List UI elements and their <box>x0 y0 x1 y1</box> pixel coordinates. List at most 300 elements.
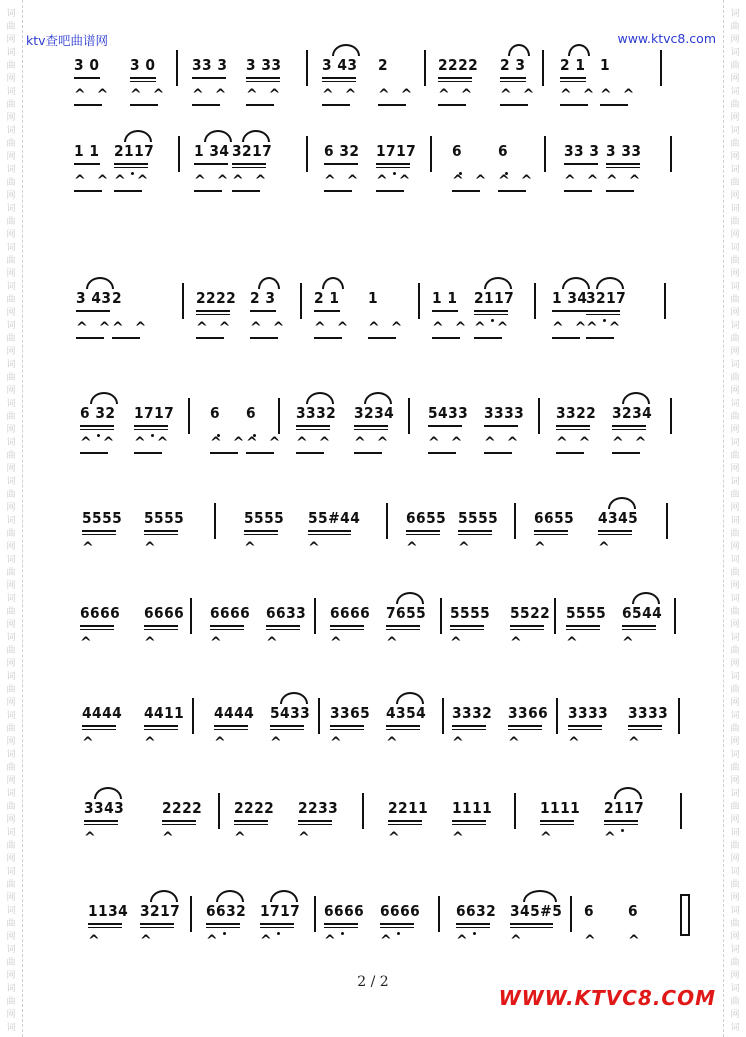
accent-mark: ^ <box>380 933 395 949</box>
watermark-glyph: 网 <box>730 620 740 630</box>
watermark-glyph: 网 <box>6 698 16 708</box>
accent-mark: ^ ^ <box>586 320 624 336</box>
watermark-glyph: 曲 <box>6 802 16 812</box>
watermark-glyph: 曲 <box>730 958 740 968</box>
bar-line <box>188 398 190 434</box>
accent-mark: ^ <box>244 540 259 556</box>
accent-underline <box>368 337 396 339</box>
watermark-glyph: 词 <box>730 282 740 292</box>
beam-underline <box>266 625 300 627</box>
beam-underline-secondary <box>80 629 114 630</box>
bar-line <box>660 50 662 86</box>
note-digits: 4411 <box>144 704 185 722</box>
watermark-glyph: 词 <box>6 360 16 370</box>
watermark-glyph: 词 <box>730 828 740 838</box>
slur-arc <box>216 890 244 902</box>
watermark-glyph: 词 <box>6 48 16 58</box>
watermark-glyph: 词 <box>6 243 16 253</box>
beam-underline-secondary <box>260 927 294 928</box>
beam-underline <box>510 625 544 627</box>
accent-underline <box>130 104 158 106</box>
bar-line <box>538 398 540 434</box>
accent-mark: ^ <box>144 635 159 651</box>
beam-underline <box>298 820 332 822</box>
accent-mark: ^ ^ <box>438 87 476 103</box>
note-digits: 3 0 <box>74 56 100 74</box>
beam-underline-secondary <box>510 629 544 630</box>
bar-line <box>670 398 672 434</box>
beam-underline-secondary <box>144 534 178 535</box>
accent-mark: ^ ^ <box>564 173 602 189</box>
beam-underline <box>260 923 294 925</box>
note-digits: 33 3 <box>564 142 600 160</box>
accent-mark: ^ <box>214 735 229 751</box>
watermark-glyph: 网 <box>730 152 740 162</box>
slur-arc <box>332 44 360 56</box>
accent-mark: ^ <box>534 540 549 556</box>
watermark-glyph: 词 <box>6 555 16 565</box>
watermark-glyph: 词 <box>730 984 740 994</box>
beam-underline <box>628 725 662 727</box>
beam-underline <box>456 923 490 925</box>
accent-mark: ^ <box>266 635 281 651</box>
watermark-glyph: 网 <box>730 893 740 903</box>
watermark-glyph: 网 <box>730 932 740 942</box>
accent-mark: ^ <box>270 735 285 751</box>
score-row <box>60 495 690 585</box>
note-digits: 6632 <box>206 902 247 920</box>
note-digits: 6632 <box>456 902 497 920</box>
note-digits: 6655 <box>534 509 575 527</box>
watermark-glyph: 曲 <box>730 841 740 851</box>
beam-underline-secondary <box>88 927 122 928</box>
accent-mark: ^ <box>82 540 97 556</box>
beam-underline-secondary <box>232 167 266 168</box>
watermark-glyph: 网 <box>6 581 16 591</box>
watermark-glyph: 词 <box>6 906 16 916</box>
accent-mark: ^ ^ <box>474 320 512 336</box>
beam-underline <box>560 77 586 79</box>
accent-mark: ^ <box>452 830 467 846</box>
beam-underline-secondary <box>604 824 638 825</box>
slur-arc <box>568 44 590 56</box>
note-digits: 1134 <box>88 902 129 920</box>
note-digits: 6 32 <box>80 404 116 422</box>
watermark-glyph: 网 <box>730 854 740 864</box>
beam-underline <box>82 725 116 727</box>
watermark-glyph: 网 <box>6 659 16 669</box>
slur-arc <box>508 44 530 56</box>
bar-line <box>192 698 194 734</box>
beam-underline <box>552 310 586 312</box>
beam-underline <box>432 310 458 312</box>
note-digits: 1 34 <box>552 289 588 307</box>
accent-mark: ^ <box>628 735 643 751</box>
beam-underline-secondary <box>406 534 440 535</box>
accent-underline <box>210 452 238 454</box>
beam-underline <box>354 425 388 427</box>
beam-underline-secondary <box>438 81 472 82</box>
accent-mark: ^ <box>386 735 401 751</box>
watermark-glyph: 曲 <box>6 334 16 344</box>
watermark-glyph: 词 <box>730 165 740 175</box>
bar-line <box>306 136 308 172</box>
watermark-glyph: 网 <box>6 425 16 435</box>
accent-mark: ^ ^ <box>484 435 522 451</box>
beam-underline-secondary <box>84 824 118 825</box>
beam-underline-secondary <box>388 824 422 825</box>
beam-underline <box>484 425 518 427</box>
accent-underline <box>194 190 222 192</box>
watermark-glyph: 词 <box>6 126 16 136</box>
slur-arc <box>364 392 392 404</box>
watermark-glyph: 曲 <box>6 997 16 1007</box>
note-digits: 6 <box>246 404 257 422</box>
beam-underline <box>74 77 100 79</box>
watermark-glyph: 词 <box>730 672 740 682</box>
bar-line <box>306 50 308 86</box>
watermark-glyph: 词 <box>6 438 16 448</box>
accent-mark: ^ <box>330 635 345 651</box>
watermark-glyph: 网 <box>6 113 16 123</box>
accent-underline <box>474 337 502 339</box>
accent-underline <box>296 452 324 454</box>
beam-underline-secondary <box>568 729 602 730</box>
watermark-glyph: 词 <box>6 633 16 643</box>
beam-underline <box>140 923 174 925</box>
note-digits: 5555 <box>144 509 185 527</box>
beam-underline <box>330 725 364 727</box>
accent-underline <box>376 190 404 192</box>
slur-arc <box>258 277 280 289</box>
beam-underline <box>196 310 230 312</box>
note-digits: 3234 <box>612 404 653 422</box>
watermark-glyph: 词 <box>730 9 740 19</box>
watermark-glyph: 词 <box>730 633 740 643</box>
watermark-glyph: 词 <box>730 789 740 799</box>
score-row <box>60 590 690 680</box>
note-digits: 1111 <box>452 799 493 817</box>
note-digits: 2222 <box>196 289 237 307</box>
bar-line <box>318 698 320 734</box>
watermark-glyph: 词 <box>730 555 740 565</box>
note-digits: 3217 <box>140 902 181 920</box>
beam-underline-secondary <box>456 927 490 928</box>
accent-mark: ^ <box>584 933 599 949</box>
watermark-glyph: 曲 <box>730 22 740 32</box>
beam-underline-secondary <box>134 429 168 430</box>
note-digits: 5433 <box>270 704 311 722</box>
bar-line <box>674 598 676 634</box>
note-digits: 2233 <box>298 799 339 817</box>
watermark-glyph: 网 <box>730 113 740 123</box>
accent-mark: ^ ^ <box>500 87 538 103</box>
beam-underline <box>556 425 590 427</box>
note-digits: 3343 <box>84 799 125 817</box>
accent-mark: ^ ^ <box>368 320 406 336</box>
watermark-glyph: 曲 <box>730 802 740 812</box>
watermark-glyph: 曲 <box>6 295 16 305</box>
accent-underline <box>560 104 588 106</box>
watermark-glyph: 曲 <box>730 178 740 188</box>
beam-underline-secondary <box>298 824 332 825</box>
watermark-glyph: 网 <box>6 932 16 942</box>
accent-mark: ^ ^ <box>246 87 284 103</box>
watermark-glyph: 词 <box>730 945 740 955</box>
watermark-glyph: 网 <box>6 152 16 162</box>
watermark-glyph: 曲 <box>730 490 740 500</box>
note-digits: 1 <box>368 289 379 307</box>
watermark-glyph: 曲 <box>730 646 740 656</box>
beam-underline <box>500 77 526 79</box>
note-digits: 2 <box>112 289 123 307</box>
watermark-glyph: 词 <box>730 516 740 526</box>
bar-line <box>666 503 668 539</box>
watermark-glyph: 曲 <box>6 22 16 32</box>
score-row <box>60 785 690 875</box>
accent-mark: ^ ^ <box>74 173 112 189</box>
watermark-glyph: 曲 <box>6 100 16 110</box>
watermark-glyph: 曲 <box>730 880 740 890</box>
watermark-glyph: 曲 <box>6 880 16 890</box>
watermark-glyph: 网 <box>730 35 740 45</box>
site-url-right[interactable]: www.ktvc8.com <box>617 31 716 46</box>
slur-arc <box>523 890 557 902</box>
accent-mark: ^ ^ <box>246 435 284 451</box>
bar-line <box>438 896 440 932</box>
slur-arc <box>280 692 308 704</box>
bar-line <box>440 598 442 634</box>
note-digits: 2117 <box>604 799 645 817</box>
beam-underline <box>246 77 280 79</box>
beam-underline-secondary <box>270 729 304 730</box>
beam-underline <box>324 163 358 165</box>
note-digits: 3332 <box>296 404 337 422</box>
accent-mark: ^ <box>622 635 637 651</box>
accent-mark: ^ <box>508 735 523 751</box>
accent-mark: ^ <box>388 830 403 846</box>
watermark-glyph: 曲 <box>6 646 16 656</box>
accent-mark: ^ <box>628 933 643 949</box>
bar-line <box>554 598 556 634</box>
watermark-glyph: 网 <box>730 269 740 279</box>
bar-line <box>430 136 432 172</box>
watermark-glyph: 曲 <box>730 295 740 305</box>
watermark-glyph: 词 <box>730 750 740 760</box>
accent-mark: ^ ^ <box>498 173 536 189</box>
beam-underline <box>386 725 420 727</box>
beam-underline <box>244 530 278 532</box>
beam-underline <box>564 163 598 165</box>
note-digits: 3 43 <box>322 56 358 74</box>
slur-arc <box>596 277 624 289</box>
bar-line <box>214 503 216 539</box>
accent-mark: ^ ^ <box>114 173 152 189</box>
octave-dot <box>223 932 226 935</box>
accent-mark: ^ ^ <box>324 173 362 189</box>
note-digits: 2222 <box>234 799 275 817</box>
beam-underline <box>438 77 472 79</box>
bar-line <box>514 793 516 829</box>
watermark-glyph: 词 <box>6 9 16 19</box>
accent-mark: ^ ^ <box>552 320 590 336</box>
bar-line <box>386 503 388 539</box>
accent-underline <box>564 190 592 192</box>
accent-underline <box>498 190 526 192</box>
beam-underline <box>270 725 304 727</box>
watermark-glyph: 网 <box>6 308 16 318</box>
note-digits: 2 3 <box>250 289 276 307</box>
watermark-glyph: 曲 <box>6 919 16 929</box>
note-digits: 1 34 <box>194 142 230 160</box>
watermark-glyph: 曲 <box>730 529 740 539</box>
accent-underline <box>250 337 278 339</box>
watermark-glyph: 网 <box>6 620 16 630</box>
accent-mark: ^ <box>406 540 421 556</box>
note-digits: 6 <box>498 142 509 160</box>
beam-underline-secondary <box>510 927 553 928</box>
score-row <box>60 690 690 780</box>
slur-arc <box>396 692 424 704</box>
beam-underline-secondary <box>628 729 662 730</box>
watermark-glyph: 曲 <box>730 724 740 734</box>
beam-underline <box>568 725 602 727</box>
beam-underline <box>88 923 122 925</box>
bar-line <box>424 50 426 86</box>
watermark-glyph: 曲 <box>730 100 740 110</box>
note-digits: 2 3 <box>500 56 526 74</box>
note-digits: 1111 <box>540 799 581 817</box>
beam-underline-secondary <box>266 629 300 630</box>
note-digits: 3322 <box>556 404 597 422</box>
note-digits: 1 <box>600 56 611 74</box>
accent-underline <box>432 337 460 339</box>
accent-mark: ^ ^ <box>556 435 594 451</box>
footer-logo[interactable]: WWW.KTVC8.COM <box>498 986 716 1010</box>
beam-underline <box>598 530 632 532</box>
slur-arc <box>86 277 114 289</box>
watermark-glyph: 网 <box>6 503 16 513</box>
beam-underline <box>134 425 168 427</box>
bar-line <box>190 896 192 932</box>
watermark-glyph: 曲 <box>6 529 16 539</box>
accent-mark: ^ <box>206 933 221 949</box>
accent-underline <box>552 337 580 339</box>
watermark-glyph: 网 <box>6 191 16 201</box>
beam-underline <box>144 725 178 727</box>
bar-line <box>570 896 572 932</box>
beam-underline <box>114 163 148 165</box>
note-digits: 6666 <box>144 604 185 622</box>
beam-underline-secondary <box>324 927 358 928</box>
watermark-glyph: 网 <box>6 893 16 903</box>
bar-line <box>680 793 682 829</box>
note-digits: 2 1 <box>314 289 340 307</box>
note-digits: 3 0 <box>130 56 156 74</box>
watermark-glyph: 曲 <box>730 334 740 344</box>
watermark-glyph: 网 <box>730 581 740 591</box>
watermark-glyph: 网 <box>6 542 16 552</box>
accent-underline <box>134 452 162 454</box>
accent-underline <box>114 190 142 192</box>
slur-arc <box>322 277 344 289</box>
bar-line <box>442 698 444 734</box>
accent-underline <box>354 452 382 454</box>
site-name-left[interactable]: ktv查吧曲谱网 <box>26 33 109 48</box>
beam-underline <box>380 923 414 925</box>
beam-underline-secondary <box>612 429 646 430</box>
watermark-glyph: 网 <box>6 776 16 786</box>
beam-underline <box>144 530 178 532</box>
watermark-glyph: 曲 <box>6 61 16 71</box>
accent-mark: ^ ^ <box>600 87 638 103</box>
bar-line <box>278 398 280 434</box>
note-digits: 6666 <box>324 902 365 920</box>
beam-underline-secondary <box>380 927 414 928</box>
watermark-glyph: 曲 <box>6 373 16 383</box>
note-digits: 4354 <box>386 704 427 722</box>
beam-underline <box>534 530 568 532</box>
slur-arc <box>90 392 118 404</box>
beam-underline-secondary <box>144 629 178 630</box>
note-digits: 5555 <box>450 604 491 622</box>
accent-mark: ^ <box>604 830 619 846</box>
watermark-glyph: 词 <box>6 165 16 175</box>
beam-underline-secondary <box>386 729 420 730</box>
beam-underline <box>76 310 110 312</box>
watermark-glyph: 曲 <box>730 685 740 695</box>
note-digits: 3234 <box>354 404 395 422</box>
beam-underline-secondary <box>330 629 364 630</box>
beam-underline-secondary <box>144 729 178 730</box>
beam-underline-secondary <box>452 729 486 730</box>
bar-line <box>418 283 420 319</box>
beam-underline <box>214 725 248 727</box>
beam-underline <box>388 820 422 822</box>
note-digits: 5522 <box>510 604 551 622</box>
beam-underline-secondary <box>322 81 356 82</box>
accent-mark: ^ ^ <box>432 320 470 336</box>
beam-underline <box>82 530 116 532</box>
watermark-glyph: 词 <box>730 711 740 721</box>
slur-arc <box>396 592 424 604</box>
accent-underline <box>484 452 512 454</box>
slur-arc <box>306 392 334 404</box>
watermark-glyph: 网 <box>730 464 740 474</box>
watermark-glyph: 网 <box>730 230 740 240</box>
beam-underline-secondary <box>234 824 268 825</box>
watermark-glyph: 曲 <box>730 61 740 71</box>
octave-dot <box>277 932 280 935</box>
accent-mark: ^ ^ <box>192 87 230 103</box>
accent-underline <box>80 452 108 454</box>
accent-mark: ^ <box>82 735 97 751</box>
accent-mark: ^ ^ <box>378 87 416 103</box>
bar-line <box>314 598 316 634</box>
bar-line <box>178 136 180 172</box>
note-digits: 2222 <box>438 56 479 74</box>
accent-mark: ^ ^ <box>296 435 334 451</box>
accent-underline <box>192 104 220 106</box>
accent-mark: ^ ^ <box>80 435 118 451</box>
accent-mark: ^ <box>568 735 583 751</box>
watermark-glyph: 曲 <box>6 256 16 266</box>
watermark-glyph: 网 <box>730 347 740 357</box>
accent-mark: ^ ^ <box>112 320 150 336</box>
beam-underline <box>458 530 492 532</box>
accent-mark: ^ ^ <box>314 320 352 336</box>
watermark-glyph: 曲 <box>730 997 740 1007</box>
